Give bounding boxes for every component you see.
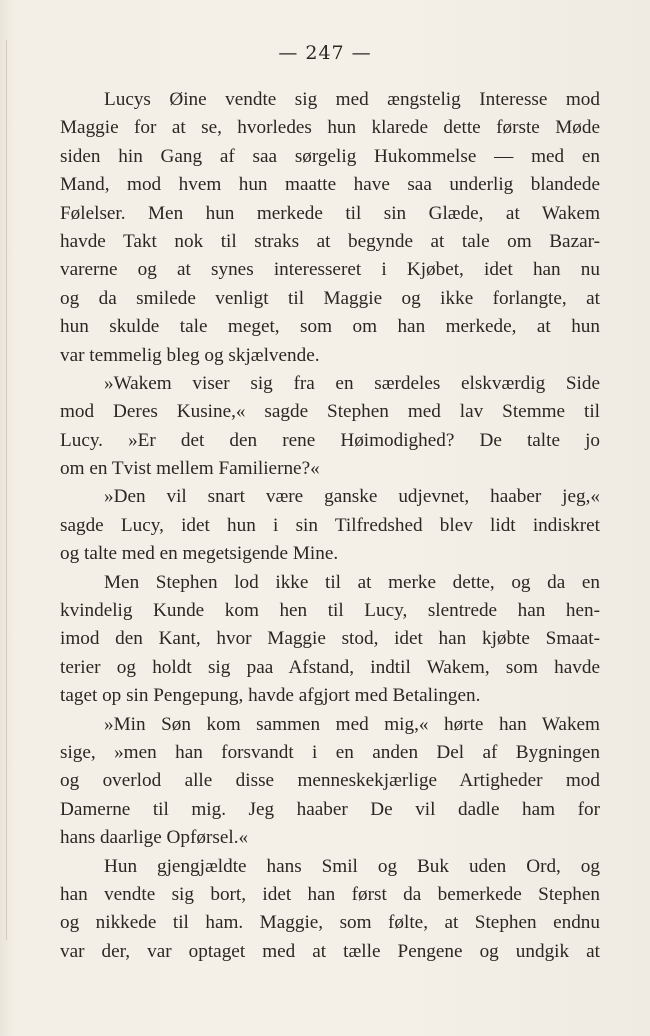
text-line: hans daarlige Opførsel.«	[60, 827, 249, 849]
text-line: siden hin Gang af saa sørgelig Hukommelse — med en	[60, 145, 600, 167]
text-line: var temmelig bleg og skjælvende.	[60, 344, 320, 366]
text-line: havde Takt nok til straks at begynde at tale om Bazar-	[60, 230, 600, 252]
text-line: han vendte sig bort, idet han først da bemerkede Stephen	[60, 883, 600, 905]
text-line: sige, »men han forsvandt i en anden Del af Bygningen	[60, 741, 600, 763]
text-line: hun skulde tale meget, som om han merkede, at hun	[60, 316, 600, 338]
text-line: Lucy. »Er det den rene Høimodighed? De talte jo	[60, 429, 600, 451]
text-line: var der, var optaget med at tælle Pengene og undgik at	[60, 940, 600, 962]
text-line: varerne og at synes interesseret i Kjøbet, idet han nu	[60, 259, 600, 281]
text-line: og overlod alle disse menneskekjærlige Artigheder mod	[60, 770, 600, 792]
text-line: kvindelig Kunde kom hen til Lucy, slentrede han hen-	[60, 600, 600, 622]
text-line: sagde Lucy, idet hun i sin Tilfredshed blev lidt indiskret	[60, 514, 600, 536]
text-line: imod den Kant, hvor Maggie stod, idet han kjøbte Smaat-	[60, 628, 600, 650]
text-line: Maggie for at se, hvorledes hun klarede dette første Møde	[60, 117, 600, 139]
text-line: og nikkede til ham. Maggie, som følte, at Stephen endnu	[60, 912, 600, 934]
text-line: terier og holdt sig paa Afstand, indtil Wakem, som havde	[60, 656, 600, 678]
body-text	[60, 86, 600, 966]
text-line: »Wakem viser sig fra en særdeles elskværdig Side	[104, 372, 600, 394]
text-line: Mand, mod hvem hun maatte have saa underlig blandede	[60, 174, 600, 196]
text-line: om en Tvist mellem Familierne?«	[60, 458, 320, 480]
text-line: taget op sin Pengepung, havde afgjort med Betalingen.	[60, 685, 481, 707]
text-line: Men Stephen lod ikke til at merke dette, og da en	[104, 571, 600, 593]
text-line: Hun gjengjældte hans Smil og Buk uden Ord, og	[104, 855, 600, 877]
text-line: og talte med en megetsigende Mine.	[60, 543, 339, 565]
text-line: Lucys Øine vendte sig med ængstelig Interesse mod	[104, 89, 600, 110]
page-number: — 247 —	[278, 42, 372, 64]
page-edge-shadow	[6, 40, 7, 940]
text-line: »Min Søn kom sammen med mig,« hørte han Wakem	[104, 713, 600, 735]
text-line: mod Deres Kusine,« sagde Stephen med lav Stemme til	[60, 401, 600, 423]
text-line: »Den vil snart være ganske udjevnet, haaber jeg,«	[104, 486, 600, 508]
text-line: Følelser. Men hun merkede til sin Glæde, at Wakem	[60, 202, 600, 224]
text-line: og da smilede venligt til Maggie og ikke forlangte, at	[60, 287, 600, 309]
text-line: Damerne til mig. Jeg haaber De vil dadle ham for	[60, 798, 600, 820]
